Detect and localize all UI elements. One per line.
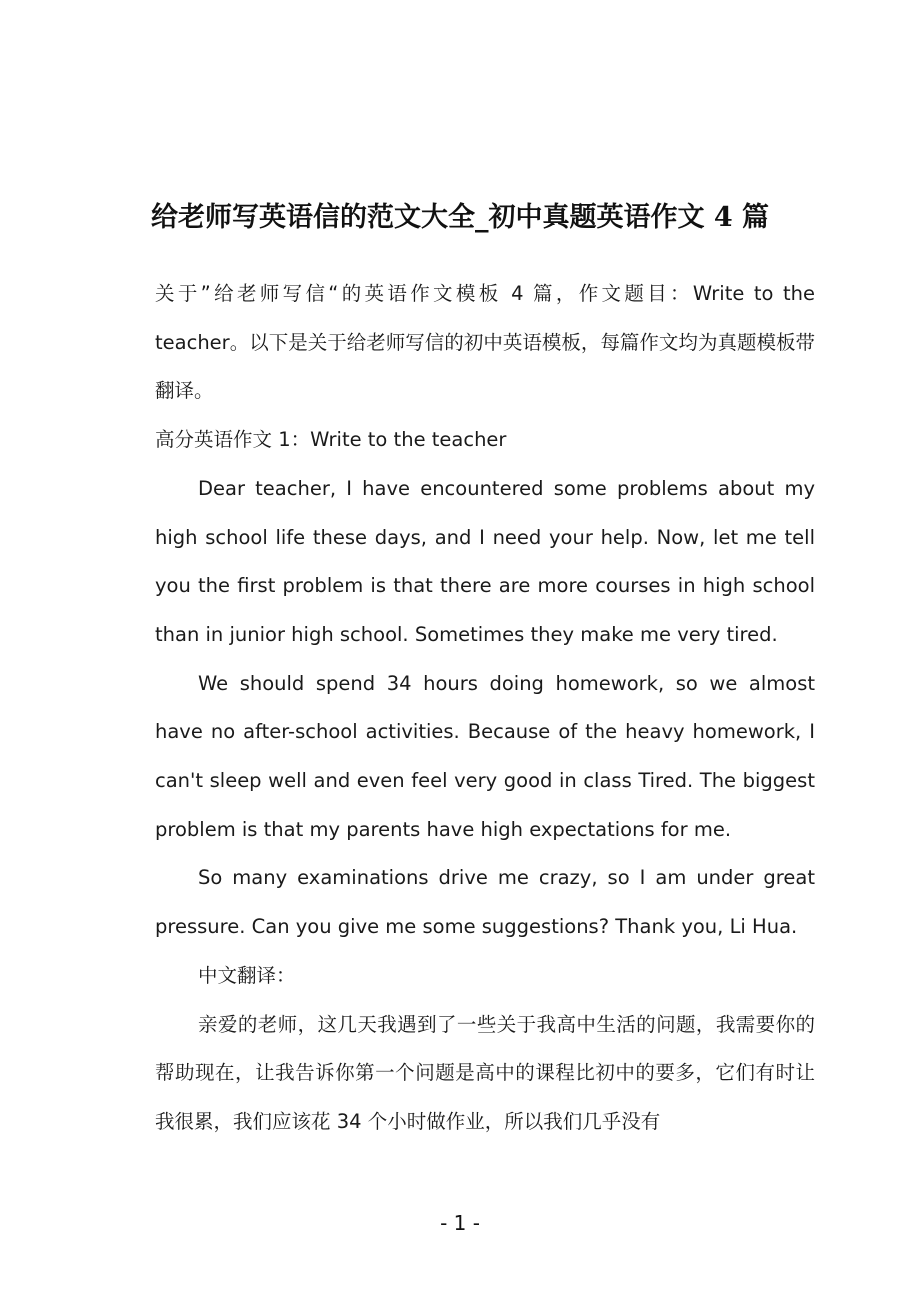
page-number: - 1 - — [440, 1211, 480, 1235]
essay-paragraph-1: Dear teacher, I have encountered some problems about my high school life these days, and I need your help. Now, let me tell you the first problem is that there are more courses in high school than in junior high school. Sometimes they make me very tired. — [155, 476, 815, 646]
document-body — [155, 270, 815, 1147]
essay-paragraph-2: We should spend 34 hours doing homework, so we almost have no after-school activities. Because of the heavy homework, I can't sleep well and even feel very good in class Tired. The biggest problem is that my parents have high expectations for me. — [155, 671, 815, 841]
essay-heading: 高分英语作文 1：Write to the teacher — [155, 428, 507, 452]
intro-paragraph: 关于”给老师写信“的英语作文模板 4 篇，作文题目：Write to the teacher。以下是关于给老师写信的初中英语模板，每篇作文均为真题模板带翻译。 — [155, 282, 815, 403]
document-title: 给老师写英语信的范文大全_初中真题英语作文 4 篇 — [150, 202, 770, 233]
translation-paragraph: 亲爱的老师，这几天我遇到了一些关于我高中生活的问题，我需要你的帮助现在，让我告诉你第一个问题是高中的课程比初中的要多，它们有时让我很累，我们应该花 34 个小时做作业，所以我们几乎没有 — [155, 1012, 815, 1133]
essay-paragraph-3: So many examinations drive me crazy, so I am under great pressure. Can you give me some suggestions? Thank you, Li Hua. — [155, 866, 815, 939]
translation-label: 中文翻译： — [198, 963, 296, 987]
